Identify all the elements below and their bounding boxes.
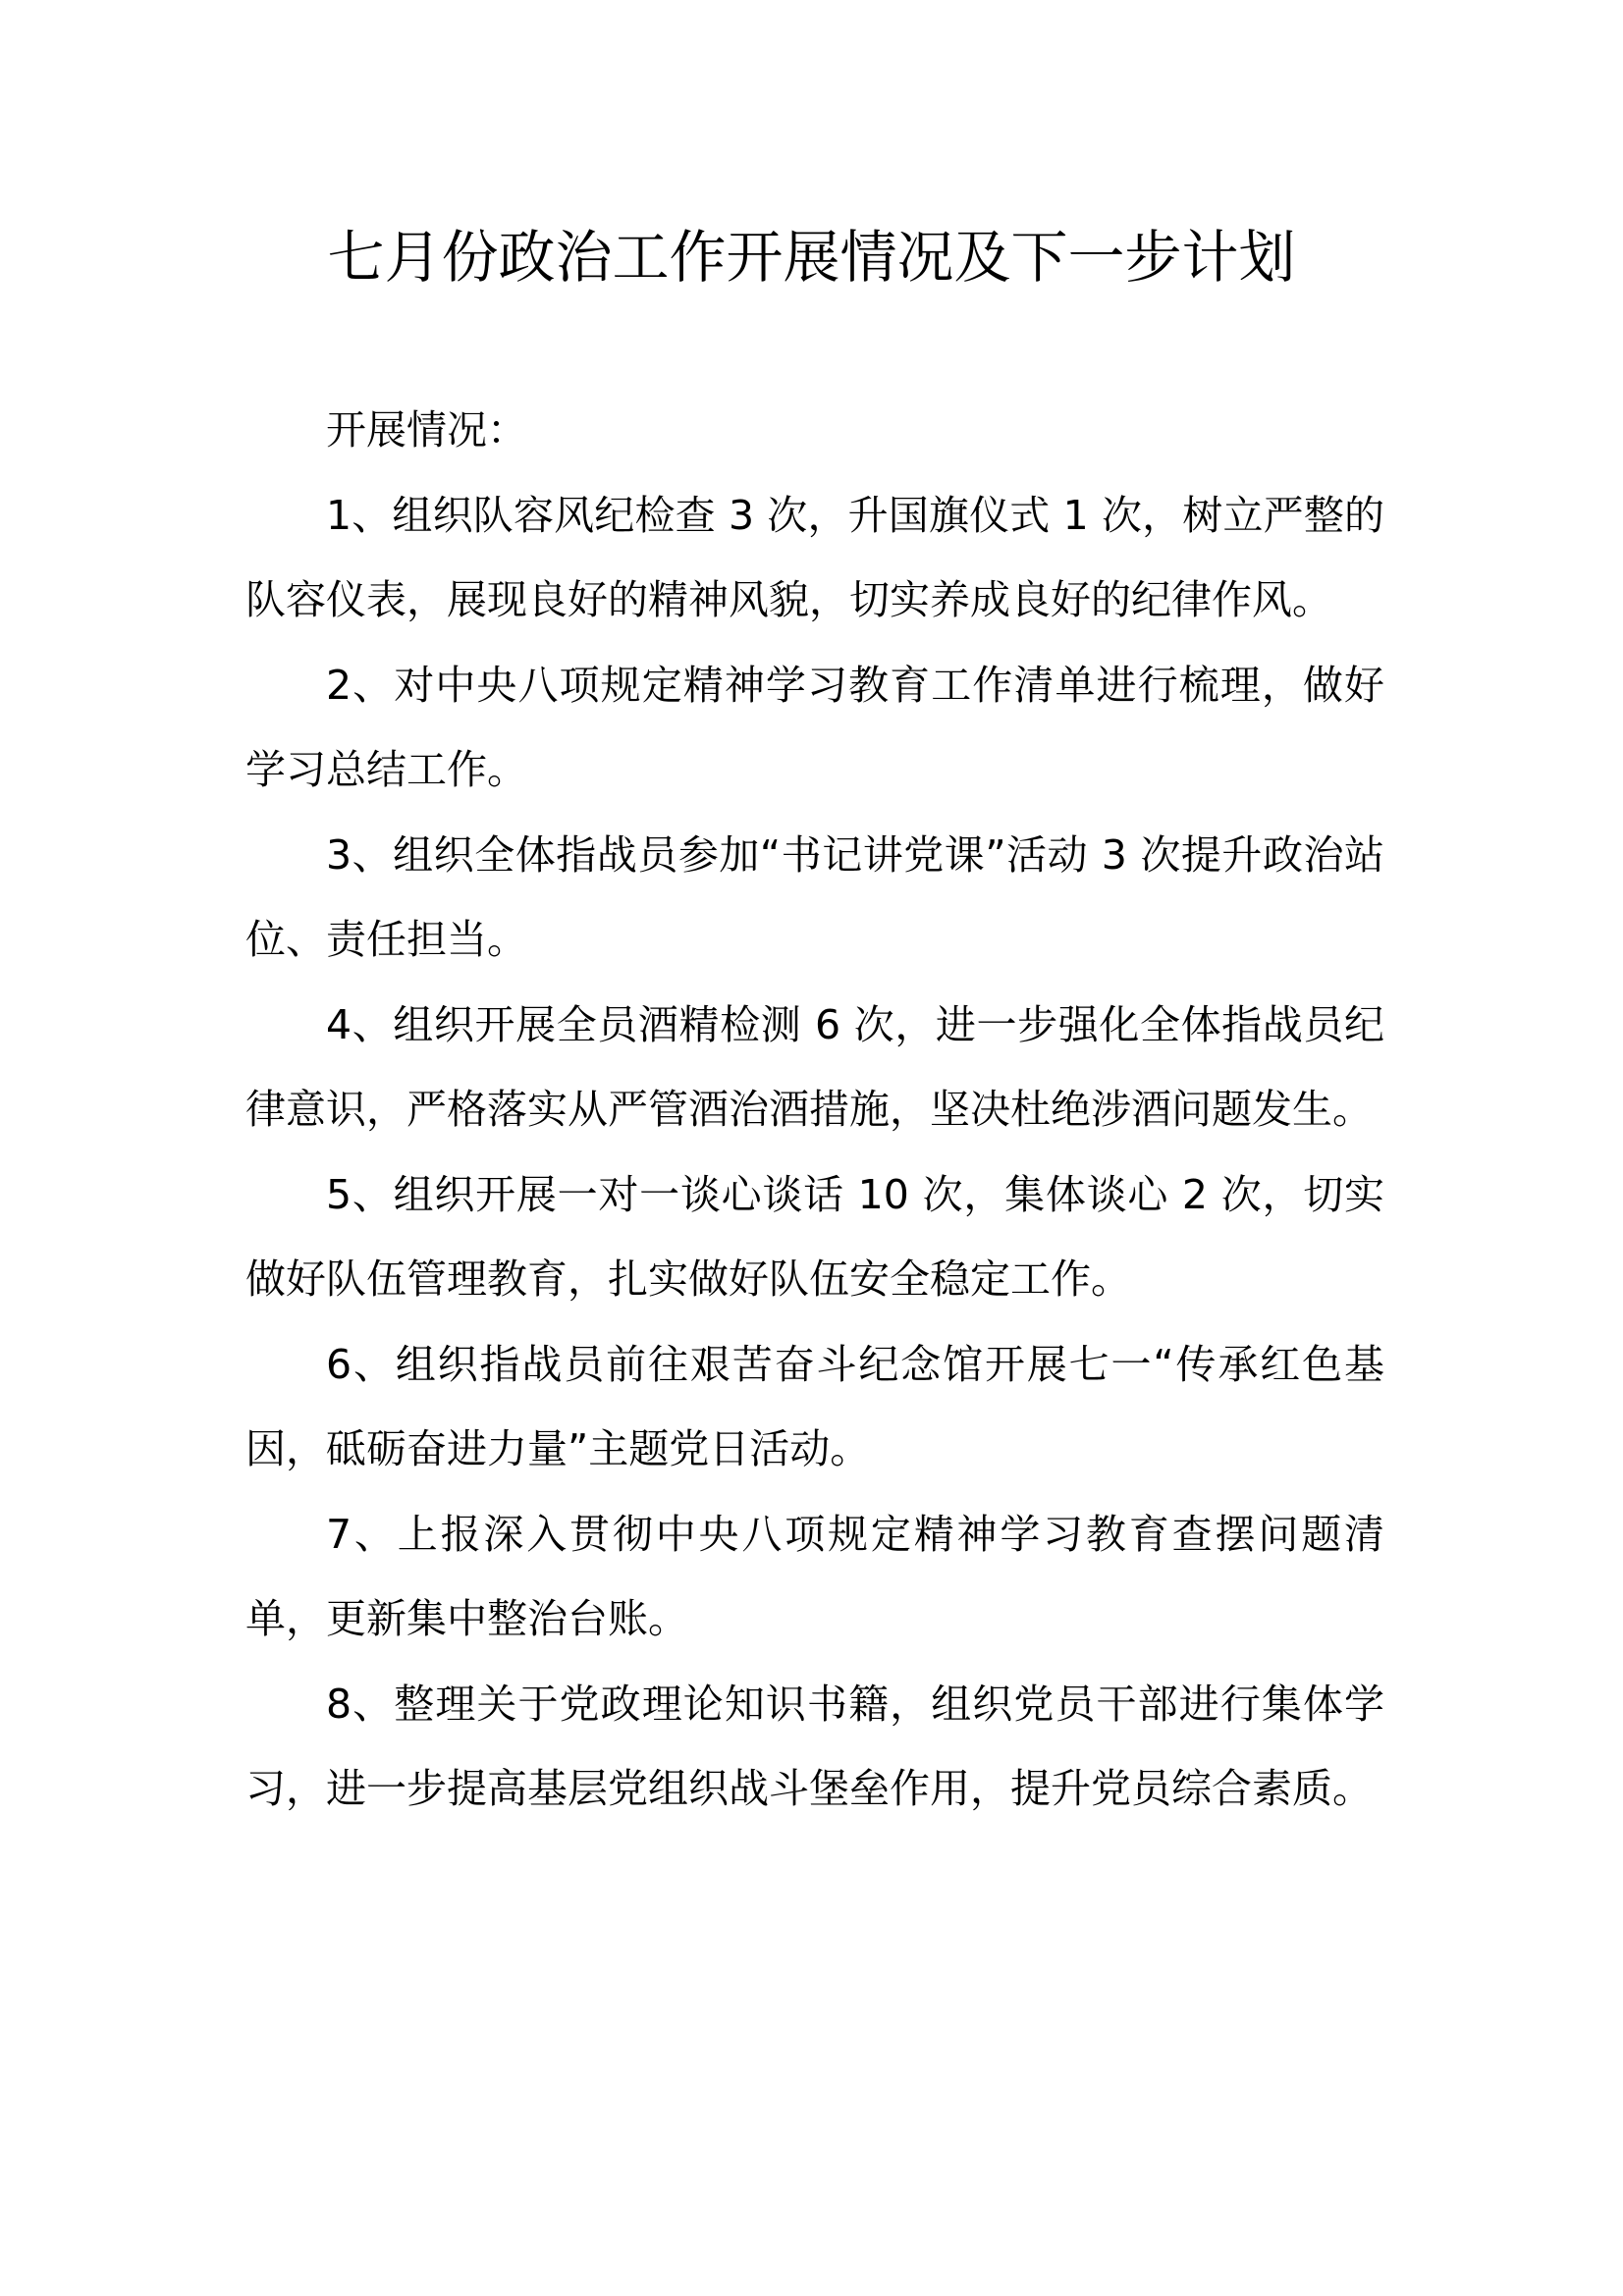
list-item-8: 8、整理关于党政理论知识书籍，组织党员干部进行集体学习，进一步提高基层党组织战斗堡垒作用，提升党员综合素质。 bbox=[245, 1680, 1384, 1812]
list-item-1: 1、组织队容风纪检查 3 次，升国旗仪式 1 次，树立严整的队容仪表，展现良好的精神风貌，切实养成良好的纪律作风。 bbox=[245, 491, 1384, 623]
document-title: 七月份政治工作开展情况及下一步计划 bbox=[327, 224, 1296, 291]
list-item-2: 2、对中央八项规定精神学习教育工作清单进行梳理，做好学习总结工作。 bbox=[245, 661, 1384, 793]
list-item-4: 4、组织开展全员酒精检测 6 次，进一步强化全体指战员纪律意识，严格落实从严管酒治酒措施，坚决杜绝涉酒问题发生。 bbox=[245, 1000, 1384, 1133]
list-item-3: 3、组织全体指战员参加“书记讲党课”活动 3 次提升政治站位、责任担当。 bbox=[245, 830, 1384, 963]
section-heading: 开展情况： bbox=[326, 406, 527, 454]
list-item-6: 6、组织指战员前往艰苦奋斗纪念馆开展七一“传承红色基因，砥砺奋进力量”主题党日活动。 bbox=[245, 1340, 1384, 1472]
document-body bbox=[245, 388, 1384, 1832]
list-item-7: 7、上报深入贯彻中央八项规定精神学习教育查摆问题清单，更新集中整治台账。 bbox=[245, 1510, 1384, 1642]
list-item-5: 5、组织开展一对一谈心谈话 10 次，集体谈心 2 次，切实做好队伍管理教育，扎实做好队伍安全稳定工作。 bbox=[245, 1170, 1384, 1303]
